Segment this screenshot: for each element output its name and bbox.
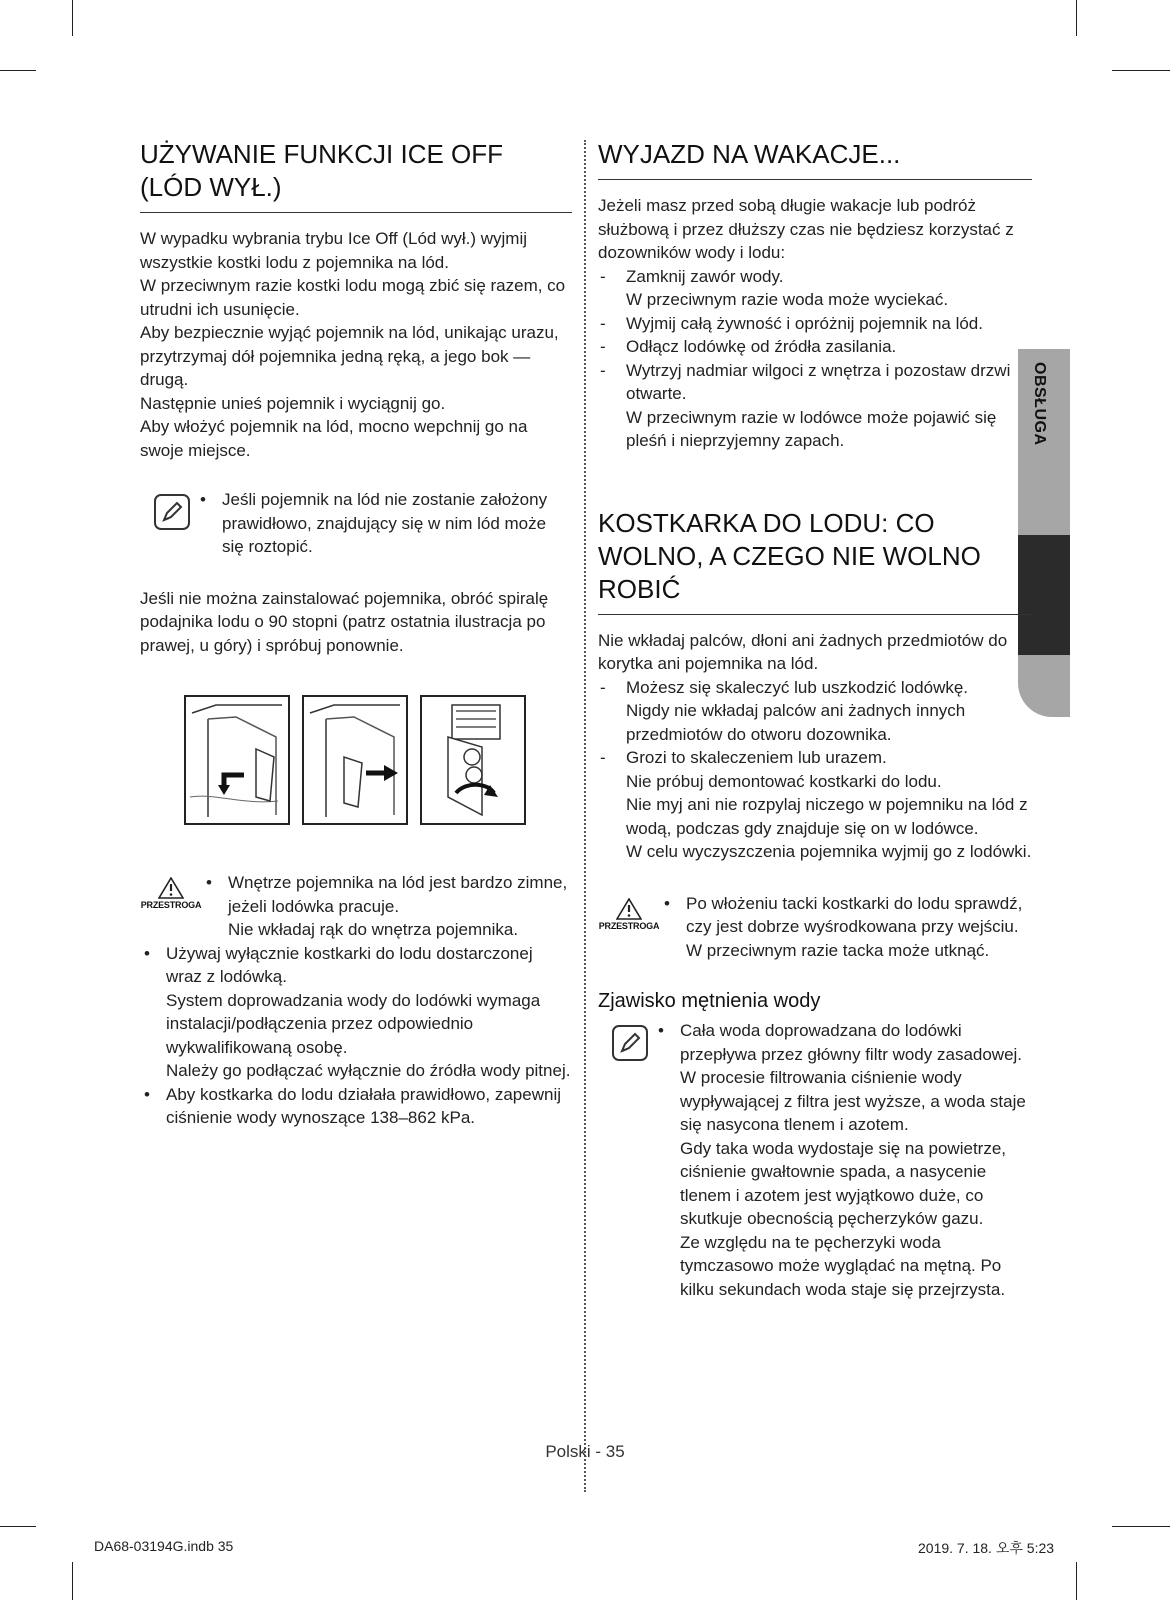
paragraph: Następnie unieś pojemnik i wyciągnij go. xyxy=(140,393,446,413)
note-line: Ze względu na te pęcherzyki woda tymczasowo może wyglądać na mętną. Po kilku sekundach woda staje się przejrzysta. xyxy=(680,1232,1006,1299)
note-icon xyxy=(598,1019,654,1301)
left-column xyxy=(140,138,572,1130)
illustration-remove-bin-2 xyxy=(302,695,408,825)
section-title-vacation: WYJAZD NA WAKACJE... xyxy=(598,138,1032,180)
paragraph: Aby bezpiecznie wyjąć pojemnik na lód, unikając urazu, przytrzymaj dół pojemnika jedną ręką, a jego bok — drugą. xyxy=(140,323,559,389)
item-line: Nie próbuj demontować kostkarki do lodu. xyxy=(626,771,942,791)
side-tab-label: OBSŁUGA xyxy=(1031,362,1048,446)
item-line: Nie myj ani nie rozpylaj niczego w pojemniku na lód z wodą, podczas gdy znajduje się on w lodówce. xyxy=(626,795,1028,838)
section-title-ice-off: UŻYWANIE FUNKCJI ICE OFF (LÓD WYŁ.) xyxy=(140,138,572,213)
illustration-rotate-auger xyxy=(420,695,526,825)
paragraph: Aby włożyć pojemnik na lód, mocno wepchnij go na swoje miejsce. xyxy=(140,417,528,460)
note-line: Gdy taka woda wydostaje się na powietrze, ciśnienie gwałtownie spada, a nasycenie tlenem i azotem jest wyjątkowo duże, co skutkuje obecnością pęcherzyków gazu. xyxy=(680,1138,1007,1228)
vacation-item xyxy=(598,359,1032,453)
caution-line: Po włożeniu tacki kostkarki do lodu sprawdź, czy jest dobrze wyśrodkowana przy wejściu. xyxy=(686,893,1023,936)
paragraph: W wypadku wybrania trybu Ice Off (Lód wył.) wyjmij wszystkie kostki lodu z pojemnika na lód. xyxy=(140,229,528,272)
ice-maker-list xyxy=(598,676,1032,864)
note-icon xyxy=(140,488,196,559)
item-line: Wyjmij całą żywność i opróżnij pojemnik na lód. xyxy=(626,313,983,333)
item-line: Wytrzyj nadmiar wilgoci z wnętrza i pozostaw drzwi otwarte. xyxy=(626,360,1011,403)
caution-line: W przeciwnym razie tacka może utknąć. xyxy=(686,940,990,960)
note-item xyxy=(654,1019,1032,1301)
crop-mark xyxy=(72,1562,73,1600)
crop-mark xyxy=(1076,1562,1077,1600)
note-block xyxy=(140,488,572,559)
paragraph: Nie wkładaj palców, dłoni ani żadnych przedmiotów do korytka ani pojemnika na lód. xyxy=(598,630,1008,673)
illustration-remove-bin-1 xyxy=(184,695,290,825)
crop-mark xyxy=(0,1526,36,1527)
note-item: • Jeśli pojemnik na lód nie zostanie założony prawidłowo, znajdujący się w nim lód może się roztopić. xyxy=(196,488,572,559)
ice-off-body xyxy=(140,227,572,462)
caution-icon xyxy=(598,892,660,963)
caution-item xyxy=(660,892,1032,963)
item-line: W celu wyczyszczenia pojemnika wyjmij go z lodówki. xyxy=(626,842,1032,861)
note-line: Cała woda doprowadzana do lodówki przepływa przez główny filtr wody zasadowej. xyxy=(680,1021,1023,1064)
paragraph: Jeżeli masz przed sobą długie wakacje lub podróż służbową i przez dłuższy czas nie będziesz korzystać z dozowników wody i lodu: xyxy=(598,196,1014,262)
page-number: Polski - 35 xyxy=(545,1442,625,1461)
right-column xyxy=(598,138,1032,1301)
caution-label: PRZESTROGA xyxy=(140,900,202,910)
item-line: W przeciwnym razie woda może wyciekać. xyxy=(626,290,949,309)
illustration-strip xyxy=(184,695,572,825)
crop-mark xyxy=(0,70,36,71)
caution-line: Wnętrze pojemnika na lód jest bardzo zimne, jeżeli lodówka pracuje. xyxy=(228,873,568,916)
item-line: Odłącz lodówkę od źródła zasilania. xyxy=(626,337,897,356)
bullet-item xyxy=(140,942,572,1083)
column-divider xyxy=(584,140,586,1492)
bullet-line: Należy go podłączać wyłącznie do źródła wody pitnej. xyxy=(166,1061,571,1080)
item-line: Możesz się skaleczyć lub uszkodzić lodówkę. xyxy=(626,677,969,697)
ice-maker-item xyxy=(598,676,1032,747)
bullet-line: System doprowadzania wody do lodówki wymaga instalacji/podłączenia przez odpowiednio wykwalifikowaną osobę. xyxy=(166,990,541,1057)
bullet-line: Aby kostkarka do lodu działała prawidłowo, zapewnij ciśnienie wody wynoszące 138–862 kPa. xyxy=(166,1084,561,1127)
caution-label: PRZESTROGA xyxy=(598,920,660,931)
vacation-item xyxy=(598,312,1032,336)
item-line: Grozi to skaleczeniem lub urazem. xyxy=(626,748,887,767)
vacation-list xyxy=(598,265,1032,453)
caution-item xyxy=(202,871,572,942)
section-title-ice-maker: KOSTKARKA DO LODU: CO WOLNO, A CZEGO NIE WOLNO ROBIĆ xyxy=(598,507,1032,615)
note-line: W procesie filtrowania ciśnienie wody wypływającej z filtra jest wyższe, a woda staje się nasycona tlenem i azotem. xyxy=(680,1068,1026,1134)
paragraph: Jeśli nie można zainstalować pojemnika, obróć spiralę podajnika lodu o 90 stopni (patrz ostatnia ilustracja po prawej, u góry) i spróbuj ponownie. xyxy=(140,588,549,655)
item-line: W przeciwnym razie w lodówce może pojawić się pleśń i nieprzyjemny zapach. xyxy=(626,407,997,450)
note-list xyxy=(654,1019,1032,1301)
item-line: Zamknij zawór wody. xyxy=(626,266,784,286)
item-line: Nigdy nie wkładaj palców ani żadnych innych przedmiotów do otworu dozownika. xyxy=(626,701,966,744)
crop-mark xyxy=(1076,0,1077,36)
vacation-item xyxy=(598,265,1032,312)
crop-mark xyxy=(72,0,73,36)
print-date-info: 2019. 7. 18. 오후 5:23 xyxy=(918,1540,1055,1556)
note-block xyxy=(598,1019,1032,1301)
ice-maker-item xyxy=(598,746,1032,864)
bullet-item xyxy=(140,1083,572,1130)
caution-line: Nie wkładaj rąk do wnętrza pojemnika. xyxy=(228,920,519,939)
crop-mark xyxy=(1112,70,1170,71)
vacation-item xyxy=(598,335,1032,359)
bullet-line: Używaj wyłącznie kostkarki do lodu dostarczonej wraz z lodówką. xyxy=(166,943,533,986)
caution-block xyxy=(598,892,1032,963)
subheading-water: Zjawisko mętnienia wody xyxy=(598,990,821,1012)
print-file-info: DA68-03194G.indb 35 xyxy=(94,1538,234,1554)
note-list xyxy=(196,488,572,559)
left-bullet-list xyxy=(140,942,572,1130)
crop-mark xyxy=(1112,1526,1170,1527)
caution-list xyxy=(202,871,572,942)
caution-list xyxy=(660,892,1032,963)
caution-block xyxy=(140,871,572,942)
paragraph: W przeciwnym razie kostki lodu mogą zbić się razem, co utrudni ich usunięcie. xyxy=(140,276,566,319)
caution-icon xyxy=(140,871,202,942)
